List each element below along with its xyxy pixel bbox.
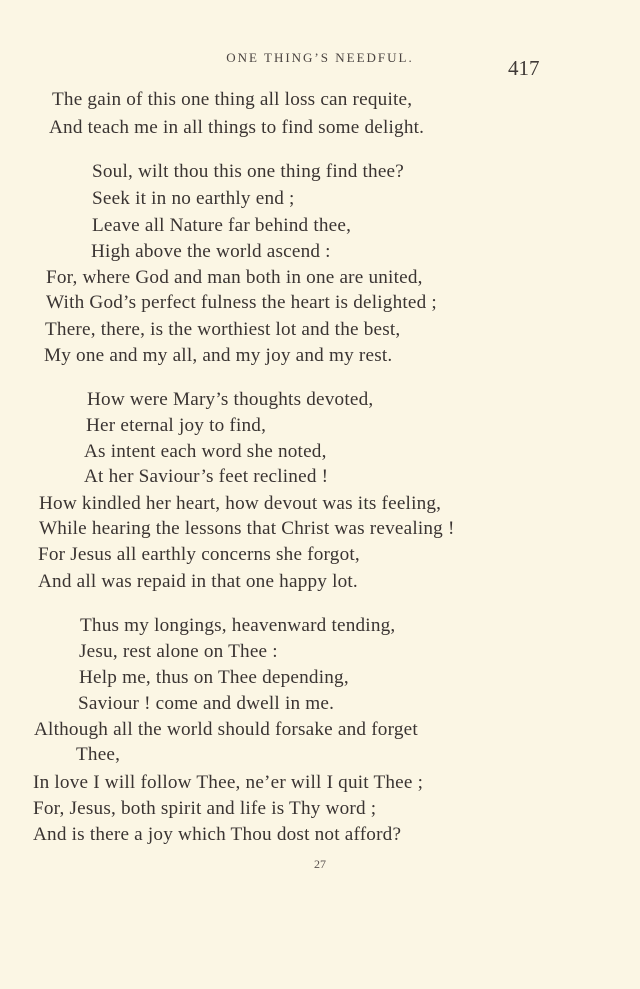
poem-line: For, Jesus, both spirit and life is Thy word ; bbox=[33, 798, 377, 819]
poem-line: As intent each word she noted, bbox=[84, 441, 327, 462]
poem-line: How kindled her heart, how devout was its feeling, bbox=[39, 493, 442, 514]
poem-line: My one and my all, and my joy and my rest. bbox=[44, 345, 393, 366]
poem-line: Help me, thus on Thee depending, bbox=[79, 667, 349, 688]
page-number: 417 bbox=[508, 56, 540, 80]
poem-line: For, where God and man both in one are united, bbox=[46, 267, 423, 288]
poem-line: Saviour ! come and dwell in me. bbox=[78, 693, 335, 714]
poem-line: Her eternal joy to find, bbox=[86, 415, 267, 436]
poem-line: For Jesus all earthly concerns she forgot, bbox=[38, 544, 360, 565]
poem-line: With God’s perfect fulness the heart is delighted ; bbox=[46, 292, 437, 313]
poem-line: High above the world ascend : bbox=[91, 241, 331, 262]
poem-line: Jesu, rest alone on Thee : bbox=[79, 641, 278, 662]
running-title: ONE THING’S NEEDFUL. bbox=[226, 50, 414, 65]
poem-line: While hearing the lessons that Christ was revealing ! bbox=[39, 518, 455, 539]
poem-line: And is there a joy which Thou dost not afford? bbox=[33, 824, 402, 845]
poem-line: And teach me in all things to find some delight. bbox=[49, 117, 425, 138]
poem-line: How were Mary’s thoughts devoted, bbox=[87, 389, 374, 410]
poem-line: And all was repaid in that one happy lot. bbox=[38, 571, 358, 592]
poem-line: In love I will follow Thee, ne’er will I quit Thee ; bbox=[33, 772, 424, 793]
signature-mark: 27 bbox=[314, 857, 326, 871]
poem-line: Although all the world should forsake and forget bbox=[34, 719, 418, 740]
poem-line: Thee, bbox=[76, 744, 121, 765]
poem-line: Leave all Nature far behind thee, bbox=[92, 215, 352, 236]
poem-line: At her Saviour’s feet reclined ! bbox=[84, 466, 329, 487]
poem-line: Soul, wilt thou this one thing find thee? bbox=[92, 161, 404, 182]
poem-line: Seek it in no earthly end ; bbox=[92, 188, 295, 209]
poem-line: The gain of this one thing all loss can requite, bbox=[52, 89, 413, 110]
poem-line: There, there, is the worthiest lot and the best, bbox=[45, 319, 401, 340]
poem-line: Thus my longings, heavenward tending, bbox=[80, 615, 396, 636]
